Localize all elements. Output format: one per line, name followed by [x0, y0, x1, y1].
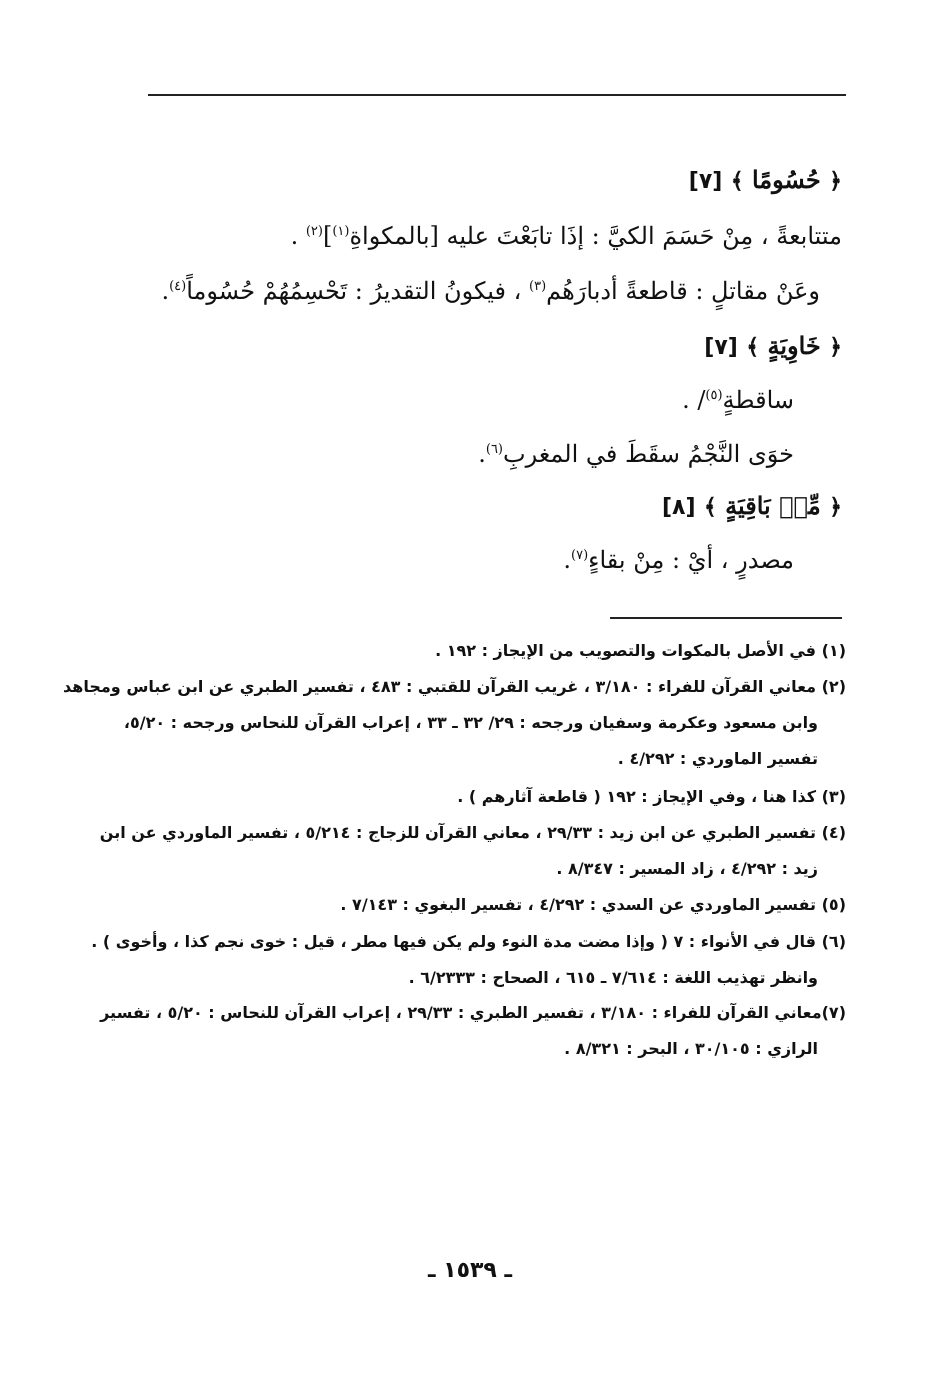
gloss-text: / . [682, 386, 706, 414]
ornate-bracket-close-icon: ﴾ [730, 168, 744, 194]
gloss-line-3 [682, 380, 794, 420]
footnote-6-cont: وانظر تهذيب اللغة : ٧/٦١٤ ـ ٦١٥ ، الصحاح : ٦/٢٣٣٣ . [408, 968, 818, 987]
ornate-bracket-open-icon: ﴿ [829, 494, 842, 520]
footnote-2-cont: تفسير الماوردي : ٤/٢٩٢ . [617, 749, 818, 768]
verse-word: مِّنۢ بَاقِيَةٍ [725, 491, 821, 520]
ornate-bracket-open-icon: ﴿ [829, 334, 842, 360]
footnote-marker: (٣) [529, 279, 547, 294]
footnote-marker: (٥) [705, 388, 723, 403]
top-rule [148, 94, 846, 96]
footnote-marker: (١) [332, 224, 350, 239]
gloss-line-1 [291, 216, 842, 256]
gloss-text: . [478, 440, 486, 468]
footnote-3: (٣) كذا هنا ، وفي الإيجاز : ١٩٢ ( قاطعة آثارهم ) . [457, 787, 846, 806]
gloss-line-2 [161, 271, 820, 311]
footnote-7: (٧)معاني القرآن للفراء : ٣/١٨٠ ، تفسير الطبري : ٢٩/٣٣ ، إعراب القرآن للنحاس : ٥/٢٠ ، تفسير [100, 1003, 846, 1022]
verse-ref: [٧] [704, 335, 738, 360]
verse-word: حُسُومًا [751, 165, 821, 194]
footnote-marker: (٤) [169, 279, 187, 294]
gloss-text: ، فيكونُ التقديرُ : تَحْسِمُهُمْ حُسُوماً [186, 277, 522, 305]
gloss-text: وعَنْ مقاتلٍ : قاطعةً أدبارَهُم [546, 277, 820, 305]
gloss-text: ] [322, 222, 333, 250]
footnote-marker: (٦) [485, 442, 503, 457]
gloss-text: متتابعةً ، مِنْ حَسَمَ الكيَّ : إذَا تابَعْتَ عليه [بالمكواةِ [349, 222, 842, 250]
ornate-bracket-open-icon: ﴿ [829, 168, 842, 194]
footnote-7-cont: الرازي : ٣٠/١٠٥ ، البحر : ٨/٣٢١ . [564, 1039, 818, 1058]
gloss-line-5 [563, 540, 794, 580]
ornate-bracket-close-icon: ﴾ [746, 334, 760, 360]
gloss-line-4 [478, 434, 794, 474]
ornate-bracket-close-icon: ﴾ [703, 494, 717, 520]
footnote-marker: (٧) [571, 548, 589, 563]
gloss-text: مصدرٍ ، أيْ : مِنْ بقاءٍ [588, 546, 794, 574]
verse-heading-2 [704, 326, 842, 368]
footnote-6: (٦) قال في الأنواء : ٧ ( وإذا مضت مدة النوء ولم يكن فيها مطر ، قيل : خوى نجم كذا ، وأخوى ) . [91, 932, 846, 951]
gloss-text: . [161, 277, 170, 305]
verse-heading-3 [662, 486, 842, 528]
verse-word: خَاوِيَةٍ [767, 331, 821, 360]
footnote-5: (٥) تفسير الماوردي عن السدي : ٤/٢٩٢ ، تفسير البغوي : ٧/١٤٣ . [340, 895, 846, 914]
footnote-2-cont: وابن مسعود وعكرمة وسفيان ورجحه : ٢٩/ ٣٢ ـ ٣٣ ، إعراب القرآن للنحاس ورجحه : ٥/٢٠، [123, 713, 818, 732]
footnote-rule [610, 617, 842, 619]
footnote-marker: (٢) [305, 224, 323, 239]
gloss-text: خوَى النَّجْمُ سقَطَ في المغربِ [503, 440, 794, 468]
page-number: ـ ١٥٣٩ ـ [427, 1258, 513, 1283]
verse-ref: [٧] [688, 169, 723, 194]
gloss-text: . [563, 546, 572, 574]
gloss-text: . [290, 222, 306, 250]
verse-ref: [٨] [661, 495, 696, 520]
verse-heading-1 [689, 160, 842, 202]
footnote-4: (٤) تفسير الطبري عن ابن زيد : ٢٩/٣٣ ، معاني القرآن للزجاج : ٥/٢١٤ ، تفسير الماوردي عن ابن [99, 823, 846, 842]
footnote-2: (٢) معاني القرآن للفراء : ٣/١٨٠ ، غريب القرآن للقتبي : ٤٨٣ ، تفسير الطبري عن ابن عباس ومجاهد [63, 677, 846, 696]
footnote-1: (١) في الأصل بالمكوات والتصويب من الإيجاز : ١٩٢ . [435, 641, 846, 660]
gloss-text: ساقطةٍ [722, 386, 794, 414]
footnote-4-cont: زيد : ٤/٢٩٢ ، زاد المسير : ٨/٣٤٧ . [556, 859, 818, 878]
